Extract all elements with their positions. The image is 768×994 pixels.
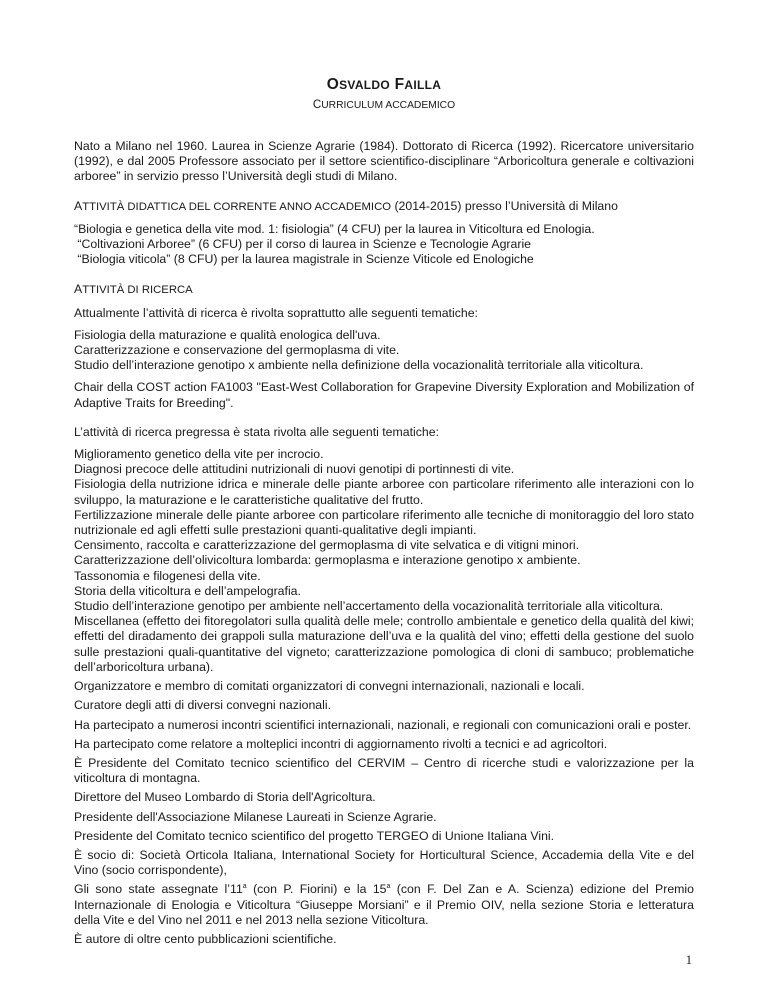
page-number: 1 <box>685 953 692 967</box>
bio-paragraph: Nato a Milano nel 1960. Laurea in Scienze Agrarie (1984). Dottorato di Ricerca (1992). Ricercatore universitario (1992), e dal 2005 Professore associato per il settore scientifico-disciplinare “Arboricoltura generale e coltivazioni arboree” in servizio presso l’Università degli studi di Milano. <box>74 139 694 184</box>
document-page <box>74 76 694 947</box>
activity-item: Ha partecipato come relatore a molteplici incontri di aggiornamento rivolti a tecnici e ad agricoltori. <box>74 736 608 751</box>
teaching-courses <box>74 222 694 268</box>
course-item: “Biologia e genetica della vite mod. 1: fisiologia” (4 CFU) per la laurea in Viticoltura ed Enologia. <box>74 221 595 236</box>
list-item: Caratterizzazione dell’olivicoltura lombarda: germoplasma e interazione genotipo x ambiente. <box>74 553 581 568</box>
list-item: Fertilizzazione minerale delle piante arboree con particolare riferimento alle tecniche di monitoraggio del loro stato nutrizionale ed agli effetti sulle prestazioni quanti-qualitative degli impianti. <box>74 507 694 538</box>
activity-item: Ha partecipato a numerosi incontri scientifici internazionali, nazionali, e regionali con comunicazioni orali e poster. <box>74 717 692 732</box>
activity-item: Presidente del Comitato tecnico scientifico del progetto TERGEO di Unione Italiana Vini. <box>74 828 555 843</box>
author-name: OSVALDO FAILLA <box>326 76 442 93</box>
document-subtitle: CURRICULUM ACCADEMICO <box>312 98 456 111</box>
list-item: Studio dell’interazione genotipo x ambiente nella definizione della vocazionalità territoriale alla viticoltura. <box>74 358 644 373</box>
list-item: Censimento, raccolta e caratterizzazione del germoplasma di vite selvatica e di vitigni minori. <box>74 538 580 553</box>
list-item: Storia della viticoltura e dell’ampelografia. <box>74 583 301 598</box>
cost-action-paragraph: Chair della COST action FA1003 "East-West Collaboration for Grapevine Diversity Exploration and Mobilization of Adaptive Traits for Breeding". <box>74 380 694 410</box>
list-item: Fisiologia della nutrizione idrica e minerale delle piante arboree con particolare riferimento alle interazioni con lo sviluppo, la maturazione e le caratteristiche qualitative del frutto. <box>74 477 694 507</box>
activity-item: Organizzatore e membro di comitati organizzatori di convegni internazionali, nazionali e locali. <box>74 679 585 694</box>
activity-item: Direttore del Museo Lombardo di Storia dell'Agricoltura. <box>74 790 376 805</box>
activity-item: È Presidente del Comitato tecnico scientifico del CERVIM – Centro di ricerche studi e valorizzazione per la viticoltura di montagna. <box>74 755 694 786</box>
research-current-topics <box>74 328 694 374</box>
list-item: Caratterizzazione e conservazione del germoplasma di vite. <box>74 343 400 358</box>
activity-item: Presidente dell'Associazione Milanese Laureati in Scienze Agrarie. <box>74 809 437 824</box>
research-past-intro: L’attività di ricerca pregressa è stata rivolta alle seguenti tematiche: <box>74 424 439 439</box>
list-item: Fisiologia della maturazione e qualità enologica dell'uva. <box>74 327 381 342</box>
research-current-intro: Attualmente l’attività di ricerca è rivolta soprattutto alle seguenti tematiche: <box>74 305 478 320</box>
activity-item: Curatore degli atti di diversi convegni nazionali. <box>74 698 332 713</box>
list-item: Miscellanea (effetto dei fitoregolatori sulla qualità delle mele; controllo ambientale e genetico della qualità del kiwi; effetti del diradamento dei grappoli sulla maturazione dell’uva e la qualità del vino; effetti della gestione del suolo sulle prestazioni quali-quantitative del vigneto; caratterizzazione pomologica di cloni di sambuco; problematiche dell’arboricoltura urbana). <box>74 614 694 674</box>
awards-paragraph: Gli sono state assegnate l’11$^a$ (con P. Fiorini) e la 15$^a$ (con F. Del Zan e A. Scienza) edizione del Premio Internazionale di Enologia e Viticoltura “Giuseppe Morsiani” e il Premio OIV, nella sezione Storia e letteratura della Vite e del Vino nel 2011 e nel 2013 nella sezione Viticoltura. <box>74 882 694 927</box>
course-item: “Coltivazioni Arboree” (6 CFU) per il corso di laurea in Scienze e Tecnologie Agrarie <box>74 237 532 252</box>
course-item: “Biologia viticola” (8 CFU) per la laurea magistrale in Scienze Viticole ed Enologiche <box>74 252 534 267</box>
research-past-topics <box>74 447 694 675</box>
teaching-heading: ATTIVITÀ DIDATTICA DEL CORRENTE ANNO ACCADEMICO (2014-2015) presso l’Università di Milano <box>74 198 618 213</box>
list-item: Miglioramento genetico della vite per incrocio. <box>74 447 324 462</box>
list-item: Tassonomia e filogenesi della vite. <box>74 568 261 583</box>
activity-item: È socio di: Società Orticola Italiana, International Society for Horticultural Science, Accademia della Vite e del Vino (socio corrispondente), <box>74 847 694 878</box>
list-item: Diagnosi precoce delle attitudini nutrizionali di nuovi genotipi di portinnesti di vite. <box>74 462 515 477</box>
research-heading: ATTIVITÀ DI RICERCA <box>74 282 193 297</box>
publications-paragraph: È autore di oltre cento pubblicazioni scientifiche. <box>74 931 337 946</box>
list-item: Studio dell’interazione genotipo per ambiente nell’accertamento della vocazionalità territoriale alla viticoltura. <box>74 599 664 614</box>
